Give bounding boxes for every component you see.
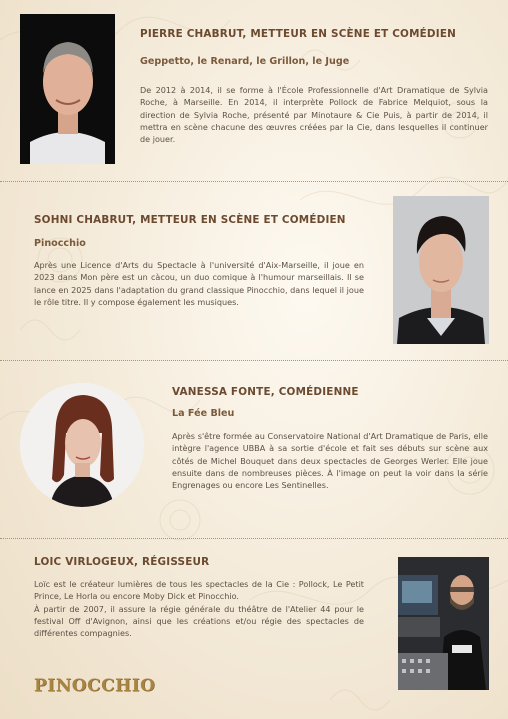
member-bio: [140, 84, 488, 145]
member-role: Geppetto, le Renard, le Grillon, le Juge: [140, 56, 350, 67]
member-name: SOHNI CHABRUT, METTEUR EN SCÈNE ET COMÉDIEN: [34, 214, 346, 226]
bio-paragraph: Après une Licence d'Arts du Spectacle à l'université d'Aix-Marseille, il joue en 2023 dans Mon père est un càcou, un duo comique à l'humour marseillais. Il se lance en 2025 dans l'adaptation du grand classique Pinocchio, dans lequel il joue le rôle titre. Il y compose également les musiques.: [34, 260, 364, 307]
section-divider: [0, 538, 508, 539]
member-role: La Fée Bleu: [172, 408, 235, 419]
portrait-sohni: [393, 196, 489, 344]
member-bio: [34, 578, 364, 639]
bio-paragraph: Loïc est le créateur lumières de tous les spectacles de la Cie : Pollock, Le Petit Prince, Le Horla ou encore Moby Dick et Pinocchio.: [34, 579, 364, 602]
portrait-vanessa: [20, 383, 144, 507]
member-name: PIERRE CHABRUT, METTEUR EN SCÈNE ET COMÉDIEN: [140, 28, 457, 40]
member-role: Pinocchio: [34, 238, 86, 249]
bio-paragraph: À partir de 2007, il assure la régie générale du théâtre de l'Atelier 44 pour le festival Off d'Avignon, ainsi que les créations et/ou régie des spectacles de différentes compagnies.: [34, 603, 364, 639]
photo-loic-at-console: [398, 557, 489, 690]
bio-paragraph: Après s'être formée au Conservatoire National d'Art Dramatique de Paris, elle intègre l'agence UBBA à sa sortie d'école et fait ses débuts sur scène aux côtés de Michel Bouquet dans deux spectacles de Georges Werler. Elle joue ensuite dans de nombreuses pièces. À l'image on peut la voir dans la série Engrenages ou encore Les Sentinelles.: [172, 431, 488, 491]
section-divider: [0, 360, 508, 361]
pinocchio-logo: PINOCCHIO: [34, 676, 156, 696]
member-bio: [34, 259, 364, 308]
section-divider: [0, 181, 508, 182]
member-name: VANESSA FONTE, COMÉDIENNE: [172, 386, 359, 398]
bio-paragraph: De 2012 à 2014, il se forme à l'École Professionnelle d'Art Dramatique de Sylvia Roche, à Marseille. En 2014, il interprète Pollock de Fabrice Melquiot, sous la direction de Sylvia Roche, présenté par Minotaure & Cie Puis, à partir de 2014, il mettra en scène chacune des œuvres créées par la Cie, dans lesquelles il continuer de jouer.: [140, 85, 488, 145]
member-bio: [172, 430, 488, 491]
member-name: LOIC VIRLOGEUX, RÉGISSEUR: [34, 556, 210, 568]
portrait-pierre: [20, 14, 115, 164]
